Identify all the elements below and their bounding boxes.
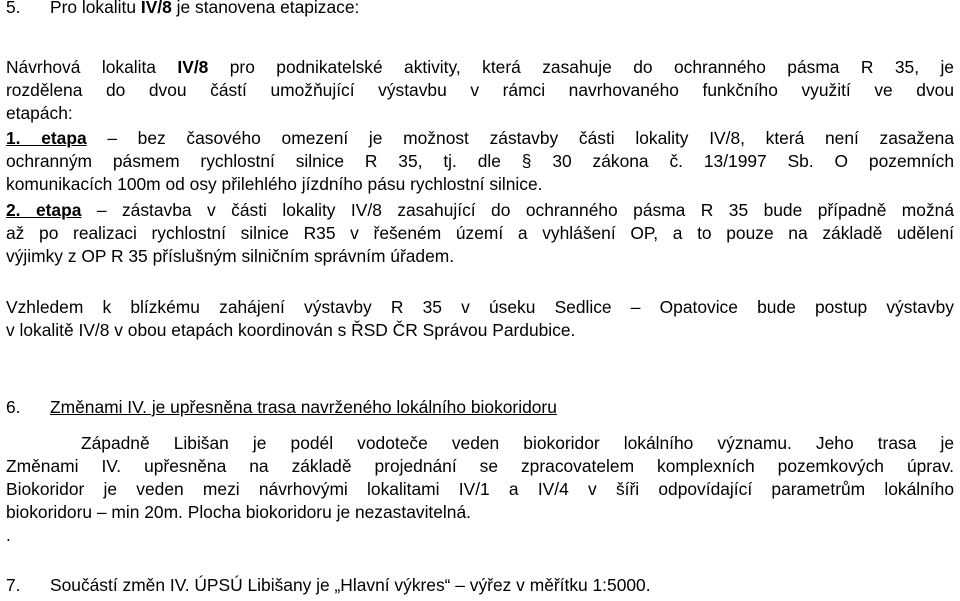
- text: – bez časového omezení je možnost zástavby části lokality IV/8, která není zasažena: [86, 128, 954, 148]
- text: Návrhová lokalita: [6, 57, 178, 77]
- paragraph-line: výjimky z OP R 35 příslušným silničním správním úřadem.: [6, 246, 455, 266]
- text: pro podnikatelské aktivity, která zasahuje do ochranného pásma R 35, je: [208, 57, 954, 77]
- text: – zástavba v části lokality IV/8 zasahující do ochranného pásma R 35 bude případně možná: [81, 200, 955, 220]
- etapa-1-label: 1. etapa: [6, 128, 87, 148]
- heading-text: Změnami IV.: [50, 397, 147, 417]
- paragraph-line: v lokalitě IV/8 v obou etapách koordinován s ŘSD ČR Správou Pardubice.: [6, 320, 576, 340]
- paragraph-line: Západně Libišan je podél vodoteče veden biokoridor lokálního významu. Jeho trasa je: [81, 433, 954, 453]
- paragraph-line: ochranným pásmem rychlostní silnice R 35, tj. dle § 30 zákona č. 13/1997 Sb. O pozemních: [6, 151, 954, 171]
- section-number: 6.: [6, 397, 21, 417]
- paragraph-line: .: [6, 525, 11, 545]
- paragraph-line: Vzhledem k blízkému zahájení výstavby R 35 v úseku Sedlice – Opatovice bude postup výstavby: [6, 297, 954, 317]
- section-number: 5.: [6, 0, 21, 17]
- section-number: 7.: [6, 575, 21, 595]
- heading-text: je upřesněna trasa navrženého lokálního biokoridoru: [146, 397, 557, 417]
- paragraph-line: etapách:: [6, 103, 73, 123]
- paragraph-line: biokoridoru – min 20m. Plocha biokoridoru je nezastavitelná.: [6, 502, 471, 522]
- locality-code: IV/8: [140, 0, 172, 17]
- section-6-heading: [6, 396, 954, 419]
- heading-text: je stanovena etapizace:: [171, 0, 360, 17]
- section-5-heading: [6, 0, 954, 19]
- paragraph-line: [6, 199, 954, 222]
- paragraph-line: komunikacích 100m od osy přilehlého jízdního pásu rychlostní silnice.: [6, 174, 543, 194]
- paragraph-line: Biokoridor je veden mezi návrhovými lokalitami IV/1 a IV/4 v šíři odpovídající parametrům lokálního: [6, 479, 954, 499]
- paragraph-line: [6, 127, 954, 150]
- section-7-heading: [6, 574, 954, 597]
- paragraph-line: Změnami IV. upřesněna na základě projednání se zpracovatelem komplexních pozemkových úprav.: [6, 456, 954, 476]
- paragraph-line: rozdělena do dvou částí umožňující výstavbu v rámci navrhovaného funkčního využití ve dvou: [6, 80, 954, 100]
- locality-code: IV/8: [177, 57, 209, 77]
- etapa-2-label: 2. etapa: [6, 200, 82, 220]
- paragraph-line: [6, 56, 954, 79]
- heading-text: Součástí změn IV. ÚPSÚ Libišany je „Hlavní výkres“ – výřez v měřítku 1:5000.: [50, 575, 651, 595]
- paragraph-line: až po realizaci rychlostní silnice R35 v řešeném území a vyhlášení OP, a to pouze na základě udělení: [6, 223, 954, 243]
- heading-text: Pro lokalitu: [50, 0, 141, 17]
